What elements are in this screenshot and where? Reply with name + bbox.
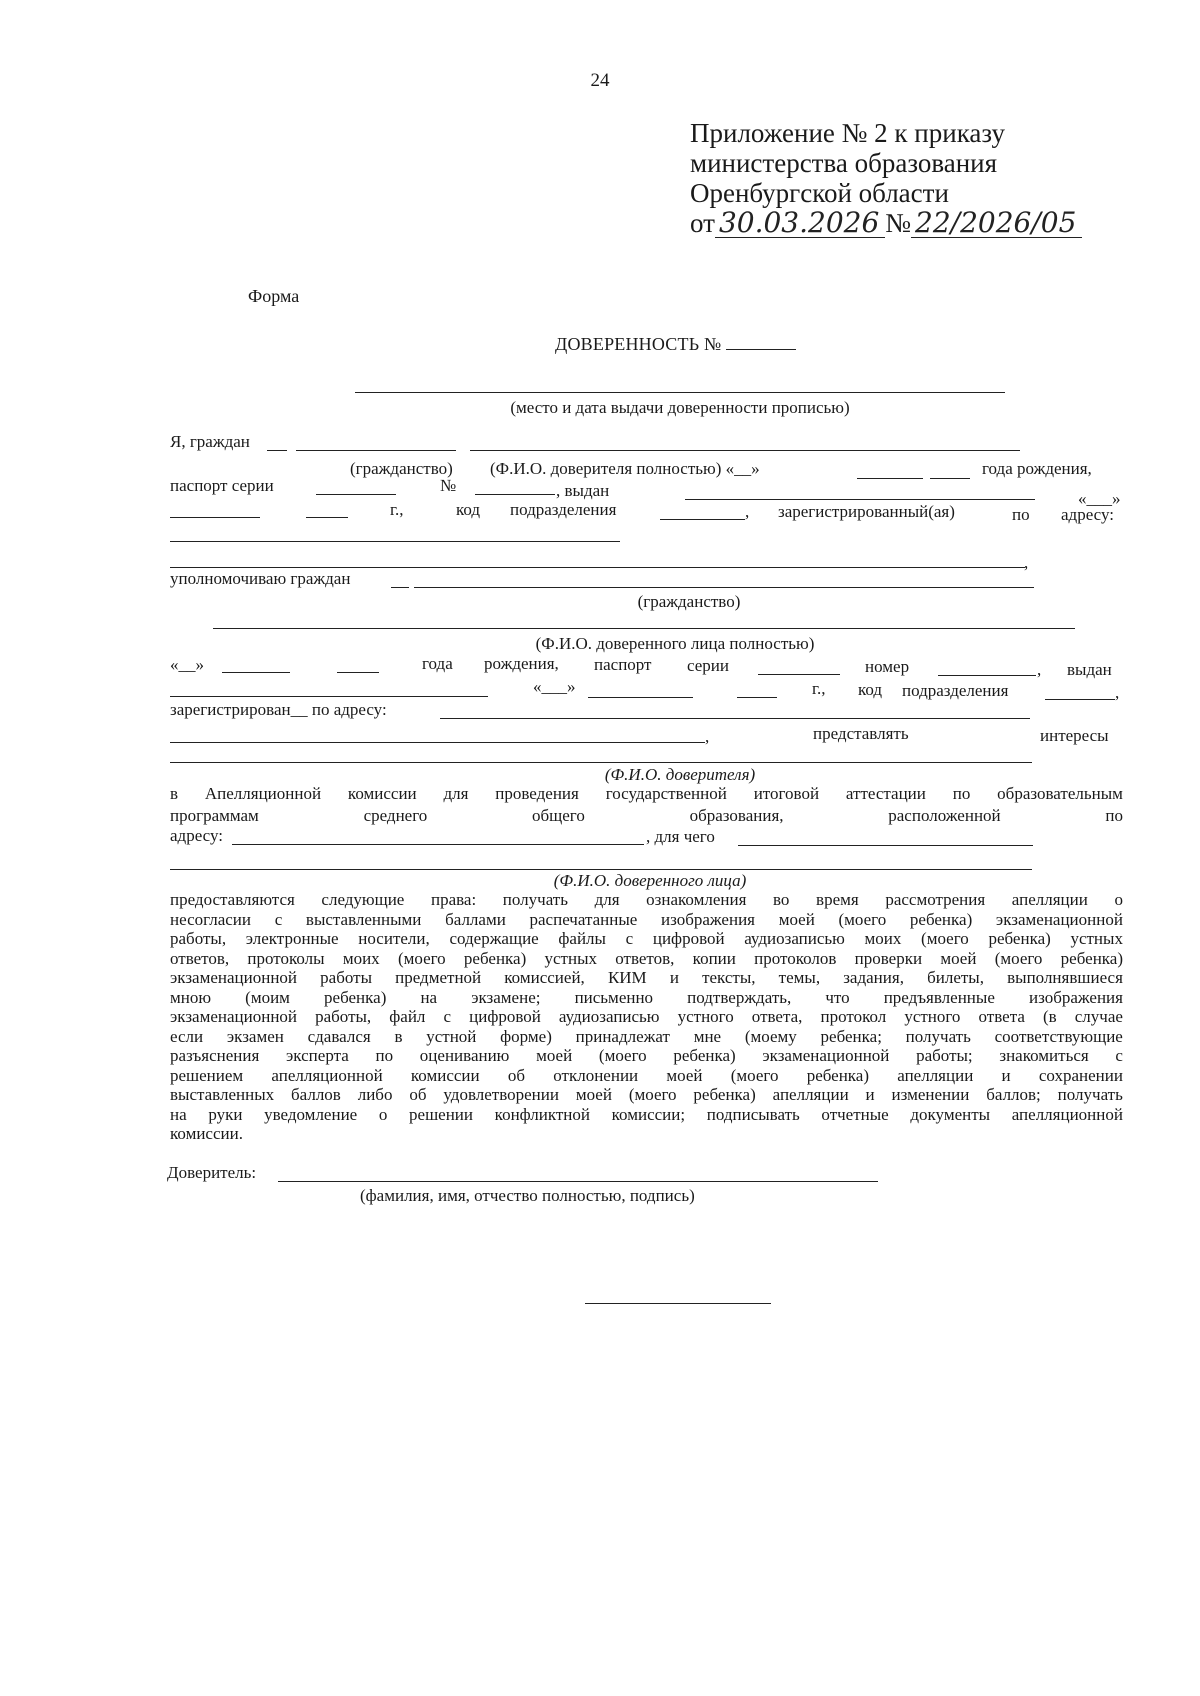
birth-year-blank[interactable] [930, 478, 970, 479]
attorney-issue-month-blank[interactable] [588, 697, 693, 698]
rights-line: решением апелляционной комиссии об отклонении моей (моего ребенка) апелляции и сохранении [170, 1065, 1123, 1085]
attorney-number-blank[interactable] [938, 675, 1036, 676]
attorney-birth-quote: «__» [170, 655, 204, 674]
attorney-issued-label: выдан [1067, 660, 1112, 679]
place-date-blank[interactable] [355, 392, 1005, 393]
interests-label: интересы [1040, 726, 1109, 745]
citizenship-blank[interactable] [296, 450, 456, 451]
rights-paragraph [170, 890, 1123, 1144]
appendix-line-2: министерства образования [690, 148, 998, 178]
issue-month-blank[interactable] [170, 517, 260, 518]
principal-signature-label: Доверитель: [167, 1163, 257, 1182]
attorney-code-label: код [858, 680, 883, 699]
division-label: подразделения [510, 500, 617, 519]
po-label: по [1012, 505, 1030, 524]
attorney-name-blank[interactable] [170, 869, 1032, 870]
caption-principal-fio: (Ф.И.О. доверителя полностью) «__» [490, 459, 760, 478]
attorney-number-label: номер [865, 657, 910, 676]
attorney-issued-blank[interactable] [170, 696, 488, 697]
rights-line: работы, электронные носители, содержащие файлы с цифровой аудиозаписью моих (моего ребенка) устных [170, 929, 1123, 948]
commission-address-label: адресу: [170, 826, 223, 845]
caption-attorney-citizenship: (гражданство) [637, 592, 741, 611]
rights-line: предоставляются следующие права: получать для ознакомления во время рассмотрения апелляции о [170, 890, 1123, 909]
appendix-date-line [690, 208, 1082, 238]
attorney-issue-quote: «___» [533, 677, 576, 696]
birth-year-label: года рождения, [982, 459, 1092, 478]
rights-line: разъяснения эксперта по оцениванию моей (моего ребенка) экзаменационной работы; знакомиться с [170, 1046, 1123, 1065]
attorney-birth-label: рождения, [484, 654, 559, 673]
title-number-blank[interactable] [726, 333, 796, 350]
principal-address-blank-2[interactable] [170, 567, 1025, 568]
rights-line: на руки уведомление о решении конфликтной комиссии; подписывать отчетные документы апелляционной [170, 1104, 1123, 1124]
attorney-fio-blank[interactable] [213, 628, 1075, 629]
appendix-header [690, 118, 1082, 238]
attorney-series-blank[interactable] [758, 674, 840, 675]
birth-month-blank[interactable] [857, 478, 923, 479]
rights-line: ответов, протоколы моих (моего ребенка) устных ответов, копии протоколов проверки моей (моего ребенка) [170, 948, 1123, 968]
principal-fio-blank[interactable] [470, 450, 1020, 451]
end-separator-line [585, 1303, 771, 1304]
handwritten-date: 30.03.2026 [715, 209, 885, 238]
division-code-blank[interactable] [660, 519, 745, 520]
authorize-prefix: уполномочиваю граждан [170, 569, 351, 588]
attorney-birth-year-blank[interactable] [337, 672, 379, 673]
attorney-address-blank-1[interactable] [440, 718, 1030, 719]
caption-place-date: (место и дата выдачи доверенности прописью) [510, 398, 850, 417]
attorney-issue-year-label: г., [812, 679, 826, 698]
rights-line: выставленных баллов либо об удовлетворении моей (моего ребенка) апелляции и изменении баллов; получать [170, 1085, 1123, 1104]
rights-line: если экзамен сдавался в устной форме) принадлежат мне (моему ребенка; получать соответствующие [170, 1026, 1123, 1046]
attorney-division-label: подразделения [902, 681, 1009, 700]
caption-attorney-fio-2: (Ф.И.О. доверенного лица) [553, 871, 747, 890]
principal-address-blank-1[interactable] [170, 541, 620, 542]
passport-number-blank[interactable] [475, 494, 555, 495]
passport-issued-blank[interactable] [685, 499, 1035, 500]
registered-label: зарегистрированный(ая) [778, 502, 955, 521]
rights-line: экзаменационной работы предметной комиссией, КИМ и тексты, темы, задания, билеты, выполнявшиеся [170, 968, 1123, 987]
attorney-issue-year-blank[interactable] [737, 697, 777, 698]
page-number: 24 [590, 70, 610, 91]
principal-signature-blank[interactable] [278, 1181, 878, 1182]
passport-series-label: паспорт серии [170, 476, 274, 495]
represent-label: представлять [813, 724, 909, 743]
caption-citizenship: (гражданство) [350, 459, 453, 478]
rights-line: экзаменационной работы, файл с цифровой аудиозаписью устного ответа, протокол устного ответа (в случае [170, 1007, 1123, 1026]
issue-day-quote: «___» [1078, 489, 1121, 508]
number-prefix: № [885, 208, 912, 238]
caption-attorney-fio: (Ф.И.О. доверенного лица полностью) [535, 634, 815, 653]
issue-year-label: г., [390, 500, 404, 519]
form-label: Форма [248, 286, 300, 306]
authorize-ending-blank[interactable] [391, 587, 409, 588]
rights-line: мною (моим ребенка) на экзамене; письменно подтверждать, что предъявленные изображения [170, 987, 1123, 1007]
commission-address-blank[interactable] [232, 844, 644, 845]
passport-series-blank[interactable] [316, 494, 396, 495]
commission-line-2: программам среднего общего образования, расположенной по [170, 806, 1123, 825]
for-what-blank[interactable] [738, 845, 1033, 846]
represented-principal-blank[interactable] [170, 762, 1032, 763]
attorney-passport-label: паспорт [594, 655, 652, 674]
issue-year-blank[interactable] [306, 517, 348, 518]
rights-line: несогласии с выставленными баллами распечатанные изображения моей (моего ребенка) экзаменационной [170, 909, 1123, 929]
caption-principal-fio-2: (Ф.И.О. доверителя) [604, 765, 756, 784]
caption-signature: (фамилия, имя, отчество полностью, подпись) [360, 1186, 695, 1205]
code-label: код [456, 500, 481, 519]
attorney-division-blank[interactable] [1045, 699, 1115, 700]
appendix-line-3: Оренбургской области [690, 178, 949, 208]
attorney-birth-month-blank[interactable] [222, 672, 290, 673]
rights-line-last: комиссии. [170, 1124, 243, 1143]
attorney-year-label: года [422, 654, 453, 673]
for-what-label: , для чего [646, 827, 715, 846]
citizen-ending-blank[interactable] [267, 450, 287, 451]
title-text: ДОВЕРЕННОСТЬ № [555, 334, 722, 354]
document-page: 24 Приложение № 2 к приказу министерства образования Оренбургской области от 30.03.2026 № 22/2026/05 Форма ДОВЕРЕННОСТЬ № (место и дата выдачи доверенности прописью) Я, граждан (гражданство) (Ф.И.О. доверителя полностью) «__» года рождения, паспорт серии № , выдан «___» г., код подразделения , зарегистрированный(ая) по адресу: , уполномочиваю граждан (гражданство) (Ф.И.О. доверенного лица полностью) «__» года рождения, паспорт серии номер , выдан «___» г., код подразделения , зарегистрирован__ по адресу: , представлять интересы (Ф.И.О. доверителя) в Апелляционной комиссии для проведения государственной итоговой аттестации по образовательным программам среднего общего образования, расположенной по адресу: , для чего (Ф.И.О. доверенного лица) предоставляются следующие права: получать для ознакомления во время рассмотрения апелляции о несогласии с выставленными баллами распечатанные изображения моей (моего ребенка) экзаменационной работы, электронные носители, содержащие файлы с цифровой аудиозаписью моих (моего ребенка) устных ответов, протоколы моих (моего ребенка) устных ответов, копии протоколов проверки моей (моего ребенка) экзаменационной работы предметной комиссией, КИМ и тексты, темы, задания, билеты, выполнявшиеся мною (моим ребенка) на экзамене; письменно подтверждать, что предъявленные изображения экзаменационной работы, файл с цифровой аудиозаписью устного ответа, протокол устного ответа (в случае если экзамен сдавался в устной форме) принадлежат мне (моему ребенка; получать соответствующие разъяснения эксперта по оцениванию моей (моего ребенка) экзаменационной работы; знакомиться с решением апелляционной комиссии об отклонении моей (моего ребенка) апелляции и сохранении выставленных баллов либо об удовлетворении моей (моего ребенка) апелляции и изменении баллов; получать на руки уведомление о решении конфликтной комиссии; подписывать отчетные документы апелляционной комиссии. Доверитель: (фамилия, имя, отчество полностью, подпись) [0, 0, 1200, 1696]
attorney-address-blank-2[interactable] [170, 742, 705, 743]
appendix-line-1: Приложение № 2 к приказу [690, 118, 1005, 148]
from-prefix: от [690, 208, 715, 238]
passport-issued-label: , выдан [556, 481, 610, 500]
passport-number-label: № [440, 476, 457, 495]
attorney-registered-label: зарегистрирован__ по адресу: [170, 700, 387, 719]
commission-line-1: в Апелляционной комиссии для проведения государственной итоговой аттестации по образовательным [170, 784, 1123, 803]
document-title [555, 333, 796, 355]
address-label: адресу: [1061, 505, 1114, 524]
citizen-prefix: Я, граждан [170, 432, 250, 451]
attorney-citizenship-blank[interactable] [414, 587, 1034, 588]
attorney-series-label: серии [687, 656, 729, 675]
handwritten-order-number: 22/2026/05 [911, 209, 1082, 238]
